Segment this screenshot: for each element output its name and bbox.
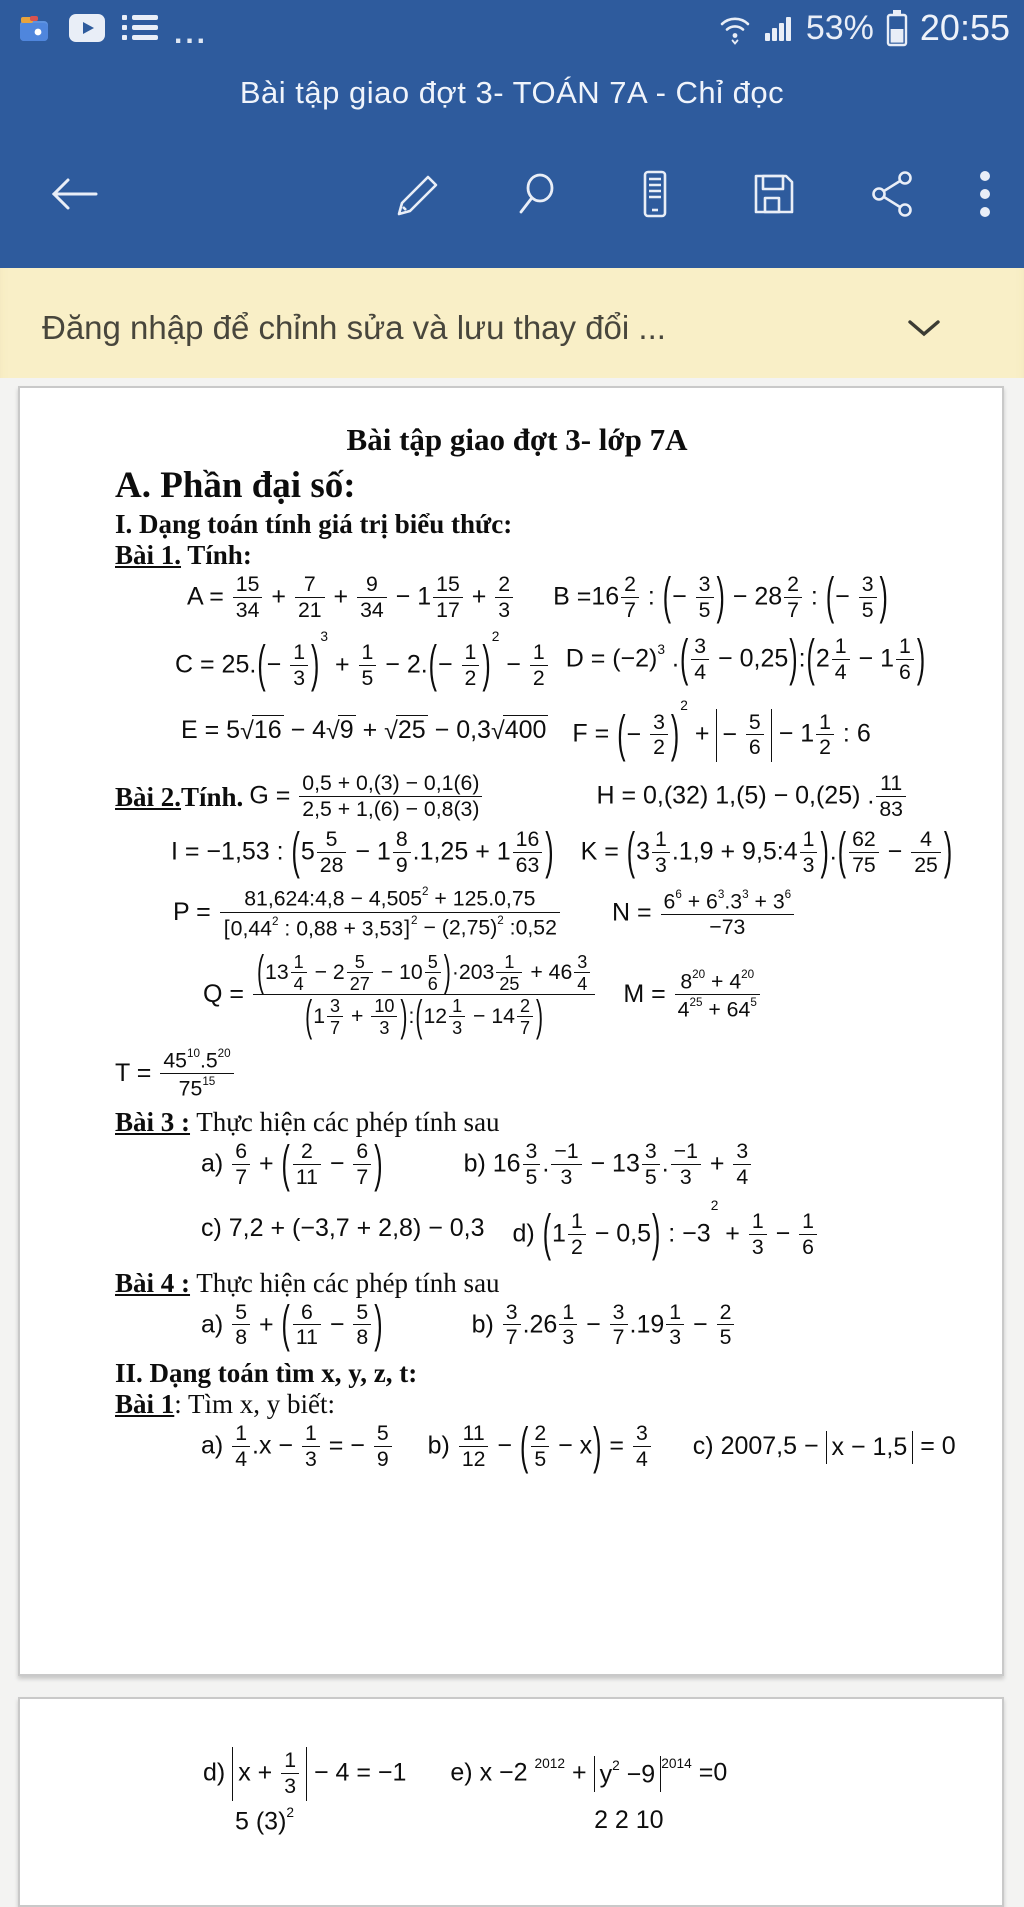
formula: 2 2 10 bbox=[594, 1805, 664, 1834]
formula: d) ( 1 $\frac{1}{2}$ − 0,5 ) : $-3^2$ + $\frac{1}{3}$ − $\frac{1}{6}$ bbox=[513, 1198, 819, 1260]
doc-lbl: Bài 1: Tìm x, y biết: bbox=[115, 1389, 336, 1420]
status-notification-icons bbox=[16, 10, 209, 50]
back-button[interactable] bbox=[40, 166, 108, 222]
signal-icon bbox=[764, 13, 794, 43]
formula: F = ( − $\frac{3}{2}$ ) $^2$ + − $\frac{5}{6}$ − 1 $\frac{1}{2}$ : 6 bbox=[572, 698, 871, 764]
document-page-2 bbox=[18, 1697, 1004, 1907]
status-bar bbox=[0, 0, 1024, 56]
video-notification-icon bbox=[68, 13, 106, 43]
formula: b) 16 $\frac{3}{5}$ . $\frac{-1}{3}$ − 13 $\frac{3}{5}$ . $\frac{-1}{3}$ + $\frac{3}{4}$ bbox=[464, 1140, 754, 1190]
formula: A = $\frac{15}{34}$ + $\frac{7}{21}$ + $\frac{9}{34}$ − 1 $\frac{15}{17}$ + $\frac{2}{3}$ bbox=[187, 573, 515, 623]
battery-icon bbox=[886, 9, 908, 47]
formula-row bbox=[115, 568, 974, 626]
app-header bbox=[0, 0, 1024, 268]
status-indicators bbox=[718, 7, 1010, 49]
more-menu-button[interactable] bbox=[972, 162, 998, 226]
formula: M = $\frac{8^{20} + 4^{20}}{4^{25} + 64^5}$ bbox=[623, 968, 762, 1023]
formula-row bbox=[115, 628, 974, 694]
clock: 20:55 bbox=[919, 7, 1010, 48]
formula: a) $\frac{5}{8}$ + ( $\frac{6}{11}$ − $\frac{5}{8}$ ) bbox=[201, 1295, 383, 1354]
page-1-content bbox=[20, 388, 1002, 1475]
doc-lbl: Bài 1. Tính: bbox=[115, 540, 252, 570]
document-title: Bài tập giao đợt 3- TOÁN 7A - Chỉ đọc bbox=[239, 75, 785, 110]
toolbar-actions bbox=[390, 163, 922, 225]
formula: N = $\frac{6^6 + 6^3.3^3 + 3^6}{-73}$ bbox=[612, 888, 796, 940]
more-notifications-icon: ... bbox=[174, 17, 209, 50]
formula-row bbox=[115, 1417, 974, 1475]
formula: G = $\frac{0,5 + 0,(3) - 0,1(6)}{2,5 + 1,(6) - 0,8(3)}$ bbox=[249, 772, 484, 822]
formula: Q = ( 13 $\frac{1}{4}$ − 2 $\frac{5}{27}$ − 10 $\frac{5}{6}$ ) ·203 $\frac{1}{25}$ + 46 $\frac{3}{4}$ ( 1 $\frac{3}{7}$ + $\frac{10}{3}$ ) : ( 12 $\frac{1}{3}$ − 14 $\frac{2}{7}$ ) bbox=[203, 952, 597, 1039]
formula-row bbox=[115, 1047, 974, 1102]
edit-button[interactable] bbox=[390, 165, 448, 223]
document-title-bar bbox=[0, 56, 1024, 130]
signin-banner-text: Đăng nhập để chỉnh sửa và lưu thay đổi ... bbox=[42, 309, 666, 346]
formula: c) 7,2 + (−3,7 + 2,8) − 0,3 bbox=[201, 1214, 485, 1243]
formula-row bbox=[115, 1197, 974, 1263]
formula: a) $\frac{1}{4}$ .x − $\frac{1}{3}$ = − $\frac{5}{9}$ bbox=[201, 1422, 394, 1472]
formula-row bbox=[115, 885, 974, 941]
formula: c) 2007,5 − x − 1,5 = 0 bbox=[693, 1431, 956, 1464]
doc-lbl: Bài 4 : Thực hiện các phép tính sau bbox=[115, 1267, 500, 1298]
formula: H = 0,(32) 1,(5) − 0,(25) . $\frac{11}{83}$ bbox=[596, 772, 908, 822]
formula: K = ( 3 $\frac{1}{3}$ .1,9 + 9,5:4 $\frac{1}{3}$ ) . ( $\frac{62}{75}$ − $\frac{4}{25}$ ) bbox=[580, 822, 953, 881]
mobile-view-button[interactable] bbox=[626, 163, 684, 225]
formula: e) x −2 $^{2012} + y^2 -9$ $^{2014}$ =0 bbox=[450, 1756, 727, 1791]
formula: I = −1,53 : ( 5 $\frac{5}{28}$ − 1 $\frac{8}{9}$ .1,25 + 1 $\frac{16}{63}$ ) bbox=[171, 822, 554, 881]
formula: P = 81,624:4,8 − $4,505^2 + 125.0,75$ [ 0,44$^2$ : 0,88 + 3,53 ] $^2 - (2,75)^2$ :0,52 bbox=[173, 885, 562, 941]
doc-h2: I. Dạng toán tính giá trị biểu thức: bbox=[115, 509, 513, 539]
save-button[interactable] bbox=[744, 164, 804, 224]
formula: $D = (-2)^3$ . ( $\frac{3}{4}$ − 0,25 ) : ( 2 $\frac{1}{4}$ − 1 $\frac{1}{6}$ ) bbox=[565, 629, 926, 688]
formula-row bbox=[115, 1295, 974, 1354]
doc-title: Bài tập giao đợt 3- lớp 7A bbox=[346, 422, 688, 457]
formula-row bbox=[115, 1747, 974, 1801]
toolbar bbox=[0, 130, 1024, 268]
formula: 5 $(3)^2$ bbox=[235, 1804, 295, 1835]
battery-percent: 53% bbox=[805, 8, 874, 47]
formula: a) $\frac{6}{7}$ + ( $\frac{2}{11}$ − $\frac{6}{7}$ ) bbox=[201, 1135, 383, 1193]
formula: d) x + $\frac{1}{3}$ − 4 = −1 bbox=[203, 1747, 406, 1801]
formula-row bbox=[115, 772, 974, 822]
formula-row bbox=[115, 1135, 974, 1193]
formula-row bbox=[115, 822, 974, 881]
search-button[interactable] bbox=[508, 165, 566, 223]
formula-row bbox=[115, 946, 974, 1041]
share-button[interactable] bbox=[864, 164, 922, 224]
formula: E = 5√16 − 4√9 + √25 − 0,3√400 bbox=[181, 715, 547, 745]
files-notification-icon bbox=[16, 10, 52, 46]
formula-row bbox=[115, 698, 974, 762]
formula: T = $\frac{45^{10}.5^{20}}{75^{15}}$ bbox=[115, 1047, 236, 1102]
doc-h1: A. Phần đại số: bbox=[115, 465, 356, 506]
formula: b) $\frac{3}{7}$ .26 $\frac{1}{3}$ − $\frac{3}{7}$ .19 $\frac{1}{3}$ − $\frac{2}{5}$ bbox=[472, 1301, 737, 1351]
formula: B =16 $\frac{2}{7}$ : ( − $\frac{3}{5}$ ) − 28 $\frac{2}{7}$ : ( − $\frac{3}{5}$ ) bbox=[553, 568, 888, 626]
chevron-down-icon[interactable] bbox=[906, 318, 942, 338]
doc-h2: II. Dạng toán tìm x, y, z, t: bbox=[115, 1358, 418, 1389]
formula: C = 25. ( − $\frac{1}{3}$ ) $^3$ + $\frac{1}{5}$ − 2. ( − $\frac{1}{2}$ ) $^2$ − $\frac{1}{2}$ bbox=[175, 629, 550, 691]
doc-lbl: Bài 3 : Thực hiện các phép tính sau bbox=[115, 1107, 500, 1138]
page-2-content bbox=[20, 1699, 1002, 1836]
list-notification-icon bbox=[122, 13, 158, 43]
document-page-1 bbox=[18, 386, 1004, 1676]
formula-row bbox=[115, 1805, 974, 1836]
document-canvas[interactable] bbox=[0, 378, 1024, 1835]
wifi-icon bbox=[718, 11, 752, 45]
formula: b) $\frac{11}{12}$ − ( $\frac{2}{5}$ − x ) = $\frac{3}{4}$ bbox=[428, 1422, 653, 1472]
exercise-label: Bài 2.Tính. bbox=[115, 781, 244, 812]
